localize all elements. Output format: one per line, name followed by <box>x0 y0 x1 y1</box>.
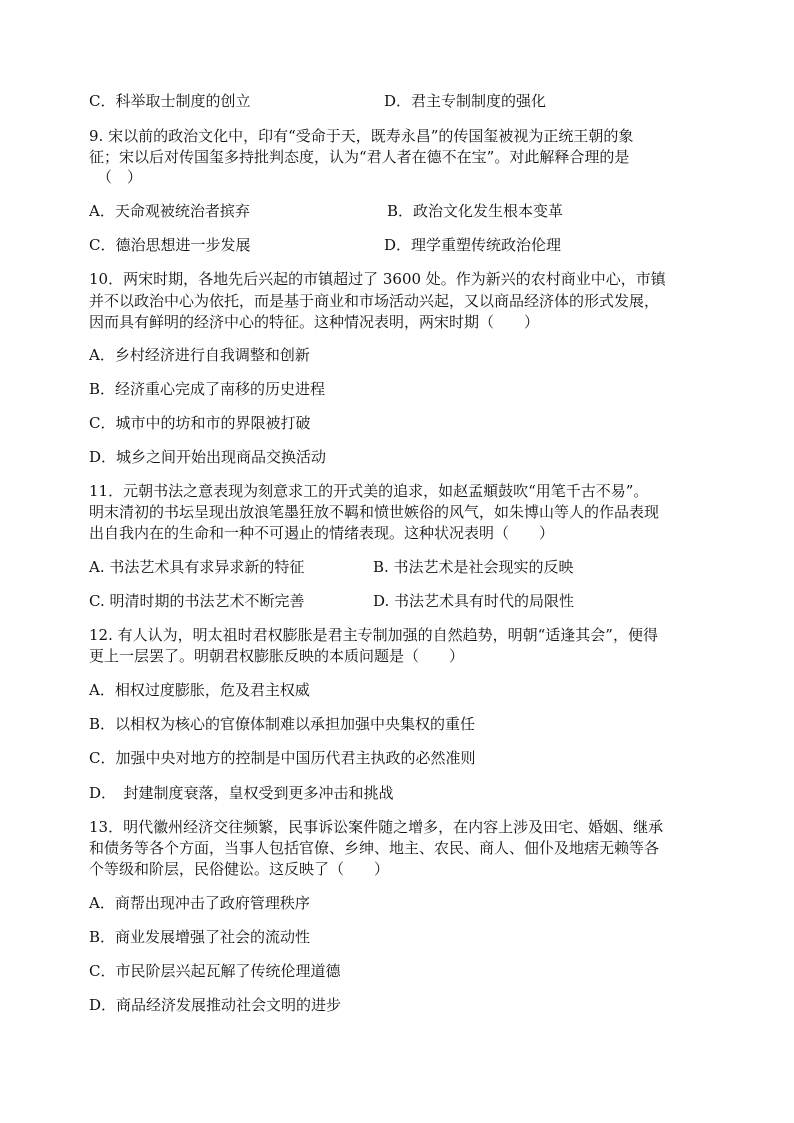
q13-option-d: D．商品经济发展推动社会文明的进步 <box>89 996 342 1014</box>
q12-option-c: C．加强中央对地方的控制是中国历代君主执政的必然准则 <box>89 749 476 767</box>
q11-stem-line-1: 11．元朝书法之意表现为刻意求工的开式美的追求，如赵孟頫鼓吹“用笔千古不易”。 <box>89 482 649 500</box>
q12-option-d: D． 封建制度衰落，皇权受到更多冲击和挑战 <box>89 784 394 802</box>
q9-stem-line-2: 征；宋以后对传国玺多持批判态度，认为“君人者在德不在宝”。对此解释合理的是 <box>89 148 630 166</box>
q10-stem-line-1: 10．两宋时期，各地先后兴起的市镇超过了 3600 处。作为新兴的农村商业中心，市镇 <box>89 270 666 288</box>
q11-option-a: A. 书法艺术具有求异求新的特征 <box>89 558 305 576</box>
q9-option-c: C．德治思想进一步发展 <box>89 236 251 254</box>
q8-option-d: D．君主专制制度的强化 <box>384 92 547 110</box>
q9-stem-line-1: 9. 宋以前的政治文化中，印有“受命于天，既寿永昌”的传国玺被视为正统王朝的象 <box>89 127 634 145</box>
q10-option-c: C．城市中的坊和市的界限被打破 <box>89 414 311 432</box>
q13-stem-line-2: 和债务等各个方面，当事人包括官僚、乡绅、地主、农民、商人、佃仆及地痞无赖等各 <box>89 839 660 857</box>
q9-option-a: A．天命观被统治者摈弃 <box>89 202 250 220</box>
q13-option-b: B．商业发展增强了社会的流动性 <box>89 928 311 946</box>
q9-option-b: B．政治文化发生根本变革 <box>387 202 564 220</box>
q13-option-c: C．市民阶层兴起瓦解了传统伦理道德 <box>89 962 341 980</box>
q11-stem-line-3: 出自我内在的生命和一种不可遏止的情绪表现。这种状况表明（ ） <box>89 524 555 542</box>
q10-stem-line-2: 并不以政治中心为依托，而是基于商业和市场活动兴起，又以商品经济体的形式发展， <box>89 292 660 310</box>
q13-stem-line-1: 13．明代徽州经济交往频繁，民事诉讼案件随之增多，在内容上涉及田宅、婚姻、继承 <box>89 818 664 836</box>
q11-option-d: D. 书法艺术具有时代的局限性 <box>373 592 575 610</box>
q8-option-c: C．科举取士制度的创立 <box>89 92 251 110</box>
q9-answer-bracket: （ ） <box>97 168 143 186</box>
q12-stem-line-1: 12. 有人认为，明太祖时君权膨胀是君主专制加强的自然趋势，明朝“适逢其会”，便得 <box>89 626 658 644</box>
q13-option-a: A．商帮出现冲击了政府管理秩序 <box>89 894 310 912</box>
q10-option-b: B．经济重心完成了南移的历史进程 <box>89 380 326 398</box>
q12-option-a: A．相权过度膨胀，危及君主权威 <box>89 681 310 699</box>
q9-option-d: D．理学重塑传统政治伦理 <box>384 236 562 254</box>
q11-option-b: B. 书法艺术是社会现实的反映 <box>373 558 574 576</box>
q11-option-row-cd <box>89 590 575 612</box>
q9-option-row-cd <box>89 234 562 256</box>
q10-option-d: D．城乡之间开始出现商品交换活动 <box>89 448 327 466</box>
q13-stem-line-3: 个等级和阶层，民俗健讼。这反映了（ ） <box>89 860 390 878</box>
q9-option-row-ab <box>89 200 564 222</box>
q11-stem-line-2: 明末清初的书坛呈现出放浪笔墨狂放不羁和愤世嫉俗的风气，如朱博山等人的作品表现 <box>89 503 660 521</box>
q12-option-b: B．以相权为核心的官僚体制难以承担加强中央集权的重任 <box>89 715 476 733</box>
q12-stem-line-2: 更上一层罢了。明朝君权膨胀反映的本质问题是（ ） <box>89 647 465 665</box>
q10-option-a: A．乡村经济进行自我调整和创新 <box>89 346 310 364</box>
q8-option-row-cd <box>89 90 547 112</box>
q11-option-c: C. 明清时期的书法艺术不断完善 <box>89 592 305 610</box>
q11-option-row-ab <box>89 556 574 578</box>
q10-stem-line-3: 因而具有鲜明的经济中心的特征。这种情况表明，两宋时期（ ） <box>89 313 540 331</box>
